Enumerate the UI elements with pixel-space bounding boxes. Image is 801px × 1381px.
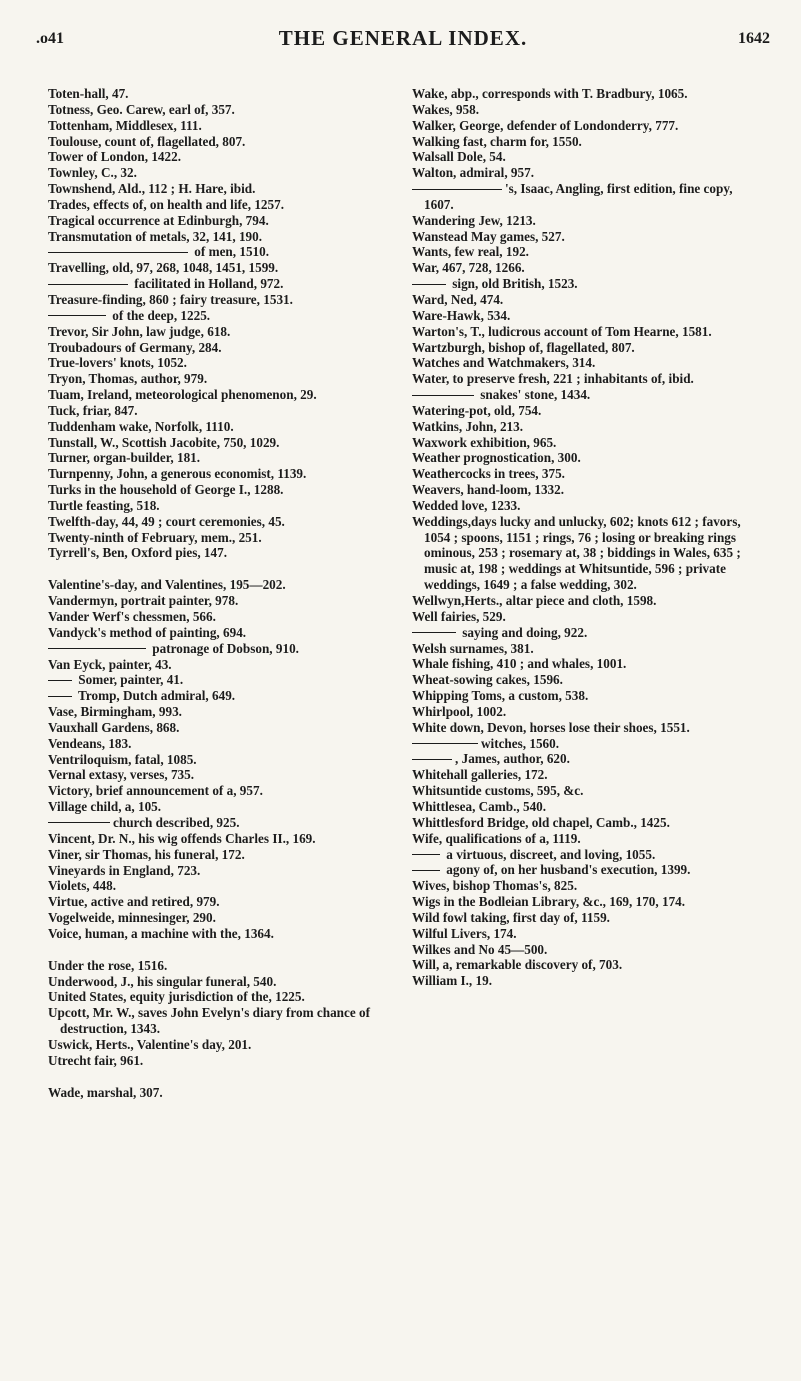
index-entry-text: agony of, on her husband's execution, 1399. — [443, 862, 691, 878]
index-entry-text: Ventriloquism, fatal, 1085. — [48, 751, 197, 767]
page-title: THE GENERAL INDEX. — [278, 26, 528, 50]
index-entry-text: Wedded love, 1233. — [412, 497, 521, 513]
ditto-dash — [48, 696, 72, 697]
ditto-dash — [48, 252, 188, 253]
ditto-dash — [412, 759, 452, 760]
index-entry — [412, 704, 758, 720]
index-entry — [48, 403, 388, 419]
section-gap — [48, 1069, 388, 1085]
index-entry-text: Vauxhall Gardens, 868. — [48, 719, 180, 735]
index-entry — [48, 847, 388, 863]
index-entry — [412, 783, 758, 799]
index-entry — [412, 229, 758, 245]
index-entry — [48, 229, 388, 245]
index-entry-text: Walsall Dole, 54. — [412, 149, 506, 165]
index-entry — [412, 340, 758, 356]
index-entry-text: patronage of Dobson, 910. — [149, 640, 299, 656]
index-entry-text: Tryon, Thomas, author, 979. — [48, 371, 208, 387]
index-entry — [412, 355, 758, 371]
index-entry-text: Wheat-sowing cakes, 1596. — [412, 672, 563, 688]
index-entry — [412, 260, 758, 276]
index-entry — [412, 688, 758, 704]
index-entry-text: Village child, a, 105. — [48, 799, 162, 815]
index-entry — [48, 1005, 388, 1037]
index-entry — [48, 657, 388, 673]
index-entry-text: Water, to preserve fresh, 221 ; inhabitants of, ibid. — [412, 371, 694, 387]
index-entry-text: Trevor, Sir John, law judge, 618. — [48, 323, 231, 339]
index-entry — [48, 118, 388, 134]
index-entry — [48, 149, 388, 165]
index-entry — [48, 213, 388, 229]
index-entry — [48, 435, 388, 451]
index-entry — [48, 371, 388, 387]
index-entry-text: Voice, human, a machine with the, 1364. — [48, 925, 274, 941]
index-entry-text: Ware-Hawk, 534. — [412, 307, 511, 323]
index-entry — [412, 973, 758, 989]
index-entry-text: Treasure-finding, 860 ; fairy treasure, 1531. — [48, 291, 293, 307]
index-entry-text: facilitated in Holland, 972. — [131, 276, 284, 292]
ditto-dash — [48, 284, 128, 285]
index-entry — [412, 609, 758, 625]
index-entry — [48, 910, 388, 926]
index-entry — [48, 1037, 388, 1053]
index-entry-text: Vendeans, 183. — [48, 735, 132, 751]
index-entry-text: of the deep, 1225. — [109, 307, 211, 323]
index-entry-text: Violets, 448. — [48, 878, 117, 894]
index-entry-text: Travelling, old, 97, 268, 1048, 1451, 1599. — [48, 260, 279, 276]
ditto-dash — [412, 632, 456, 633]
index-entry-text: Vernal extasy, verses, 735. — [48, 767, 195, 783]
index-entry — [412, 641, 758, 657]
index-entry — [412, 720, 758, 736]
ditto-dash — [412, 284, 446, 285]
index-entry — [412, 625, 758, 641]
section-gap — [48, 942, 388, 958]
index-entry — [48, 799, 388, 815]
index-entry — [48, 989, 388, 1005]
index-entry — [48, 308, 388, 324]
index-entry-text: Watering-pot, old, 754. — [412, 402, 542, 418]
index-entry — [48, 498, 388, 514]
index-entry — [412, 656, 758, 672]
index-entry — [48, 260, 388, 276]
index-entry — [412, 450, 758, 466]
index-entry — [48, 545, 388, 561]
index-entry-text: saying and doing, 922. — [459, 624, 588, 640]
index-entry-text: Vineyards in England, 723. — [48, 862, 201, 878]
index-entry-text: Troubadours of Germany, 284. — [48, 339, 222, 355]
index-entry-text: Twelfth-day, 44, 49 ; court ceremonies, 45. — [48, 513, 285, 529]
index-entry — [48, 419, 388, 435]
index-entry-text: Toten-hall, 47. — [48, 86, 129, 101]
index-entry-text: United States, equity jurisdiction of the, 1225. — [48, 989, 305, 1005]
ditto-dash — [48, 822, 110, 823]
index-entry — [412, 593, 758, 609]
index-entry — [48, 831, 388, 847]
index-entry — [48, 1053, 388, 1069]
index-entry — [48, 926, 388, 942]
index-entry-text: Waxwork exhibition, 965. — [412, 434, 557, 450]
index-entry — [48, 974, 388, 990]
index-entry — [412, 149, 758, 165]
ditto-dash — [412, 189, 502, 190]
index-entry-text: Whale fishing, 410 ; and whales, 1001. — [412, 656, 627, 672]
index-entry-text: Wilkes and No 45—500. — [412, 941, 548, 957]
index-entry-text: Weathercocks in trees, 375. — [412, 466, 565, 482]
index-entry — [48, 767, 388, 783]
index-entry-text: church described, 925. — [113, 814, 240, 830]
index-entry — [48, 815, 388, 831]
index-entry — [412, 751, 758, 767]
index-entry — [412, 308, 758, 324]
index-entry-text: a virtuous, discreet, and loving, 1055. — [443, 846, 656, 862]
index-entry-text: Watkins, John, 213. — [412, 418, 524, 434]
index-entry-text: Wartzburgh, bishop of, flagellated, 807. — [412, 339, 635, 355]
index-entry-text: White down, Devon, horses lose their shoes, 1551. — [412, 719, 690, 735]
index-entry-text: Welsh surnames, 381. — [412, 640, 534, 656]
index-entry — [412, 878, 758, 894]
index-entry-text: Whittlesford Bridge, old chapel, Camb., 1425. — [412, 814, 670, 830]
index-entry-text: Tuck, friar, 847. — [48, 402, 138, 418]
index-entry-text: Uswick, Herts., Valentine's day, 201. — [48, 1036, 252, 1052]
index-entry — [48, 736, 388, 752]
index-entry — [48, 688, 388, 704]
index-entry — [412, 942, 758, 958]
index-entry — [412, 244, 758, 260]
index-entry — [48, 276, 388, 292]
index-entry-text: Warton's, T., ludicrous account of Tom Hearne, 1581. — [412, 323, 712, 339]
page-number-left: .o41 — [36, 30, 64, 47]
index-entry-text: Wake, abp., corresponds with T. Bradbury, 1065. — [412, 86, 688, 101]
index-entry-text: , James, author, 620. — [455, 751, 570, 767]
index-entry-text: Transmutation of metals, 32, 141, 190. — [48, 228, 263, 244]
index-entry-text: Whittlesea, Camb., 540. — [412, 798, 547, 814]
index-entry-text: Tunstall, W., Scottish Jacobite, 750, 1029. — [48, 434, 280, 450]
ditto-dash — [48, 315, 106, 316]
index-entry — [412, 799, 758, 815]
index-entry — [48, 1085, 388, 1101]
index-entry — [48, 672, 388, 688]
index-entry — [412, 862, 758, 878]
index-entry-text: Vincent, Dr. N., his wig offends Charles II., 169. — [48, 830, 316, 846]
index-entry — [48, 625, 388, 641]
index-entry-text: Townshend, Ald., 112 ; H. Hare, ibid. — [48, 181, 256, 197]
index-entry — [412, 815, 758, 831]
index-entry-text: Ward, Ned, 474. — [412, 291, 504, 307]
index-entry-text: Tower of London, 1422. — [48, 149, 182, 165]
index-entry-text: Vander Werf's chessmen, 566. — [48, 609, 216, 624]
index-entry — [412, 387, 758, 403]
page-number-right: 1642 — [738, 30, 770, 47]
index-entry — [412, 181, 758, 213]
ditto-dash — [48, 680, 72, 681]
index-entry-text: Vandyck's method of painting, 694. — [48, 624, 247, 640]
index-entry-text: Victory, brief announcement of a, 957. — [48, 783, 263, 799]
index-entry-text: Vogelweide, minnesinger, 290. — [48, 910, 216, 926]
index-entry-text: Turtle feasting, 518. — [48, 497, 160, 513]
index-entry-text: Under the rose, 1516. — [48, 957, 168, 973]
index-entry — [412, 371, 758, 387]
index-entry-text: Whipping Toms, a custom, 538. — [412, 688, 589, 704]
index-entry — [48, 863, 388, 879]
index-entry-text: Turner, organ-builder, 181. — [48, 450, 201, 466]
index-entry — [412, 324, 758, 340]
index-entry — [48, 387, 388, 403]
index-entry-text: William I., 19. — [412, 973, 492, 989]
index-entry — [412, 134, 758, 150]
index-entry-text: Totness, Geo. Carew, earl of, 357. — [48, 101, 235, 117]
index-entry — [48, 641, 388, 657]
index-entry-text: Weddings,days lucky and unlucky, 602; knots 612 ; favors, 1054 ; spoons, 1151 ; rings, 76 ; losing or breaking rings ominous, 253 ; rosemary at, 38 ; biddings in Wales, 635 ; music at, 198 ; weddings at Whitsuntide, 596 ; private weddings, 1649 ; a false wedding, 302. — [412, 513, 741, 593]
index-entry-text: sign, old British, 1523. — [449, 276, 578, 292]
index-entry-text: Somer, painter, 41. — [75, 672, 184, 688]
index-entry — [412, 514, 758, 593]
index-entry-text: Turnpenny, John, a generous economist, 1139. — [48, 466, 307, 482]
ditto-dash — [412, 870, 440, 871]
index-entry — [48, 450, 388, 466]
index-entry — [412, 894, 758, 910]
index-entry-text: Wellwyn,Herts., altar piece and cloth, 1598. — [412, 593, 657, 608]
index-entry — [412, 672, 758, 688]
index-entry — [48, 482, 388, 498]
index-entry-text: Toulouse, count of, flagellated, 807. — [48, 133, 246, 149]
index-entry-text: Wanstead May games, 527. — [412, 228, 565, 244]
index-entry-text: Underwood, J., his singular funeral, 540. — [48, 973, 277, 989]
index-entry-text: Virtue, active and retired, 979. — [48, 894, 220, 910]
ditto-dash — [412, 854, 440, 855]
index-entry — [412, 736, 758, 752]
index-entry-text: 's, Isaac, Angling, first edition, fine copy, 1607. — [424, 181, 733, 212]
index-entry — [48, 292, 388, 308]
index-entry-text: Tragical occurrence at Edinburgh, 794. — [48, 212, 269, 228]
index-entry-text: Upcott, Mr. W., saves John Evelyn's diary from chance of destruction, 1343. — [48, 1005, 370, 1037]
index-entry — [412, 498, 758, 514]
index-entry — [48, 244, 388, 260]
index-entry-text: of men, 1510. — [191, 244, 270, 260]
index-entry-text: Tuam, Ireland, meteorological phenomenon, 29. — [48, 387, 317, 403]
index-entry-text: Whirlpool, 1002. — [412, 703, 507, 719]
index-entry — [412, 86, 758, 102]
index-entry — [48, 878, 388, 894]
index-entry — [412, 118, 758, 134]
index-entry-text: Vandermyn, portrait painter, 978. — [48, 593, 239, 609]
index-entry-text: True-lovers' knots, 1052. — [48, 355, 187, 371]
index-entry-text: Utrecht fair, 961. — [48, 1052, 144, 1068]
index-entry-text: Whitsuntide customs, 595, &c. — [412, 783, 584, 799]
index-entry-text: Weavers, hand-loom, 1332. — [412, 482, 565, 498]
index-entry — [412, 482, 758, 498]
index-entry-text: Watches and Watchmakers, 314. — [412, 355, 596, 371]
index-entry-text: Wives, bishop Thomas's, 825. — [412, 878, 578, 894]
index-entry — [412, 957, 758, 973]
ditto-dash — [412, 395, 474, 396]
index-entry — [412, 435, 758, 451]
index-entry — [48, 324, 388, 340]
index-entry — [48, 704, 388, 720]
index-entry — [412, 165, 758, 181]
index-entry-text: Walker, George, defender of Londonderry, 777. — [412, 117, 679, 133]
index-entry — [48, 165, 388, 181]
index-entry — [48, 197, 388, 213]
index-entry — [412, 276, 758, 292]
index-entry-text: Wife, qualifications of a, 1119. — [412, 830, 581, 846]
index-column-left — [48, 86, 388, 1100]
index-entry — [48, 86, 388, 102]
index-entry-text: Tottenham, Middlesex, 111. — [48, 117, 202, 133]
index-entry — [48, 720, 388, 736]
index-entry-text: Will, a, remarkable discovery of, 703. — [412, 957, 623, 973]
index-entry-text: Van Eyck, painter, 43. — [48, 656, 172, 672]
ditto-dash — [412, 743, 478, 744]
page-header — [36, 26, 770, 52]
index-entry-text: snakes' stone, 1434. — [477, 387, 591, 403]
index-entry-text: Whitehall galleries, 172. — [412, 767, 548, 783]
index-entry — [48, 958, 388, 974]
index-entry — [48, 102, 388, 118]
index-entry — [48, 134, 388, 150]
index-entry-text: Wild fowl taking, first day of, 1159. — [412, 909, 610, 925]
index-entry-text: Twenty-ninth of February, mem., 251. — [48, 529, 262, 545]
index-entry-text: Wilful Livers, 174. — [412, 925, 517, 941]
index-entry — [48, 181, 388, 197]
index-entry-text: Wakes, 958. — [412, 101, 480, 117]
index-entry-text: Turks in the household of George I., 1288. — [48, 482, 284, 498]
index-entry — [412, 213, 758, 229]
index-entry-text: Viner, sir Thomas, his funeral, 172. — [48, 846, 245, 862]
index-entry — [48, 752, 388, 768]
index-entry — [412, 767, 758, 783]
index-entry — [412, 419, 758, 435]
index-entry-text: Trades, effects of, on health and life, 1257. — [48, 196, 285, 212]
index-entry — [48, 466, 388, 482]
index-entry — [48, 593, 388, 609]
index-entry-text: Well fairies, 529. — [412, 608, 506, 624]
index-entry — [412, 466, 758, 482]
index-entry-text: War, 467, 728, 1266. — [412, 260, 525, 276]
index-entry-text: Walton, admiral, 957. — [412, 165, 534, 181]
index-entry-text: Townley, C., 32. — [48, 165, 137, 181]
index-entry — [412, 910, 758, 926]
index-entry — [412, 292, 758, 308]
index-entry-text: Walking fast, charm for, 1550. — [412, 133, 582, 149]
index-entry — [48, 609, 388, 625]
index-entry-text: Valentine's-day, and Valentines, 195—202. — [48, 577, 286, 593]
index-entry — [412, 847, 758, 863]
index-entry — [412, 403, 758, 419]
index-entry — [412, 102, 758, 118]
index-entry — [48, 577, 388, 593]
index-entry-text: witches, 1560. — [481, 735, 560, 751]
index-entry — [412, 926, 758, 942]
index-entry-text: Wigs in the Bodleian Library, &c., 169, 170, 174. — [412, 894, 686, 910]
index-entry — [48, 783, 388, 799]
index-entry — [48, 514, 388, 530]
index-entry-text: Vase, Birmingham, 993. — [48, 704, 182, 720]
section-gap — [48, 561, 388, 577]
index-entry-text: Wants, few real, 192. — [412, 244, 529, 260]
index-entry — [48, 355, 388, 371]
index-entry — [48, 530, 388, 546]
index-entry-text: Tuddenham wake, Norfolk, 1110. — [48, 418, 234, 434]
index-entry-text: Tromp, Dutch admiral, 649. — [75, 688, 236, 704]
index-entry-text: Weather prognostication, 300. — [412, 450, 581, 466]
index-entry — [412, 831, 758, 847]
ditto-dash — [48, 648, 146, 649]
index-column-right — [412, 86, 758, 989]
index-entry-text: Wade, marshal, 307. — [48, 1084, 163, 1100]
index-entry — [48, 894, 388, 910]
index-entry-text: Tyrrell's, Ben, Oxford pies, 147. — [48, 545, 228, 561]
index-entry — [48, 340, 388, 356]
index-entry-text: Wandering Jew, 1213. — [412, 212, 536, 228]
